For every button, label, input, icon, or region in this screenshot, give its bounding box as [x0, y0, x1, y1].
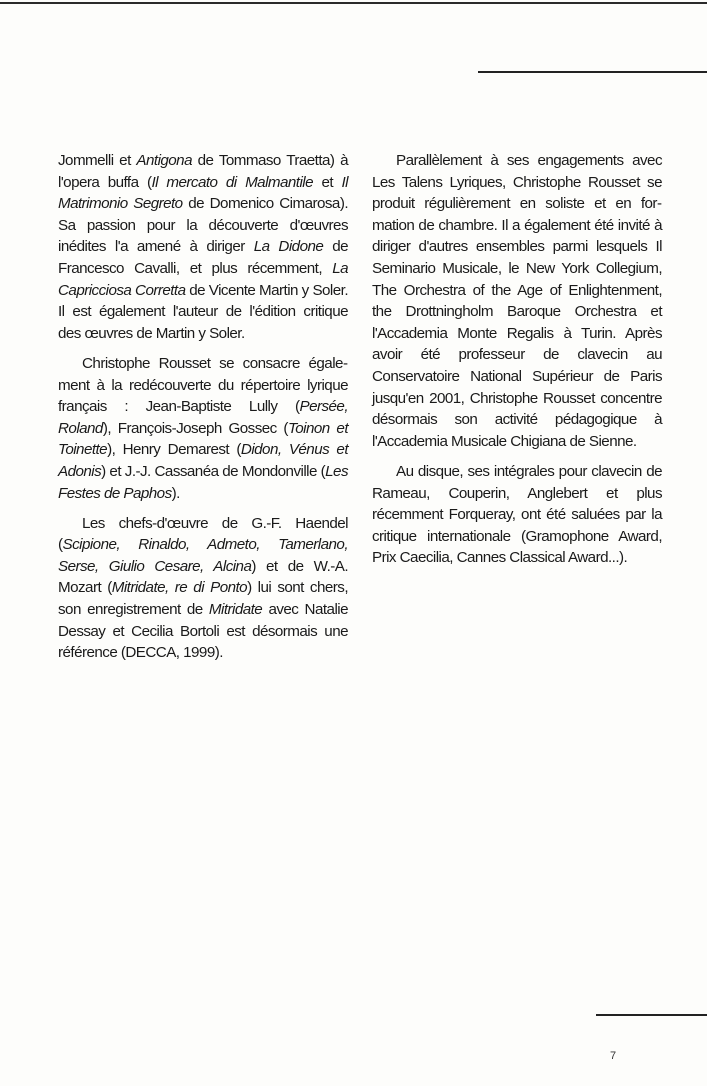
text-run: avec Natalie Dessay et Cecilia Bortoli est désormais une référence (DECCA, 1999).	[58, 601, 348, 662]
italic-title: Il mercato di Malmantile	[151, 173, 314, 191]
italic-title: Toinon et Toinette	[58, 419, 348, 459]
italic-title: La Capricciosa Corretta	[58, 259, 348, 299]
text-run: Au disque, ses intégrales pour clavecin de Rameau, Couperin, Anglebert et plus récemment Forqueray, ont été saluées par la critique internationale (Gramophone Award, Prix Caecilia, Cannes Classical Award...).	[372, 462, 662, 567]
paragraph	[58, 353, 348, 504]
text-run: ) et de W.-A. Mozart (	[58, 557, 348, 597]
italic-title: Il Matrimonio Segreto	[58, 173, 349, 213]
text-run: ), Henry Demarest (	[107, 441, 241, 459]
text-run: ).	[171, 484, 180, 502]
italic-title: La Didone	[253, 238, 324, 256]
italic-title: Persée, Roland	[58, 398, 348, 437]
text-run: de Francesco Cavalli, et plus récemment,	[58, 238, 349, 277]
text-run: de Domenico Cimarosa). Sa passion pour la découverte d'œuvres inédites l'a amené à diriger	[58, 195, 348, 256]
italic-title: Scipione, Rinaldo, Admeto, Tamerlano, Serse, Giulio Cesare, Alcina	[58, 536, 348, 575]
header-rule	[478, 71, 707, 73]
text-run: de Tommaso Traetta) à l'opera buffa (	[58, 152, 348, 191]
left-column	[58, 150, 348, 672]
paragraph	[58, 150, 348, 344]
footer-rule	[596, 1014, 707, 1016]
italic-title: Mitridate, re di Ponto	[111, 579, 248, 597]
text-run: Les chefs-d'œuvre de G.-F. Haendel (	[58, 514, 348, 554]
italic-title: Mitridate	[208, 601, 263, 619]
text-run: Jommelli et	[58, 152, 137, 169]
text-run: et	[313, 173, 342, 191]
text-run: ) lui sont chers, son enregistrement de	[58, 579, 348, 619]
italic-title: Didon, Vénus et Adonis	[58, 441, 349, 480]
text-run: Parallèlement à ses engagements avec Les Talens Lyriques, Christophe Rousset se produit régulièrement en soliste et en formation de chambre. Il a également été invité à diriger d'autres ensembles parmi lesquels Il Seminario Musicale, le New York Collegium, The Orchestra of the Age of Enlightenment, the Drottningholm Baroque Orchestra et l'Accademia Monte Regalis à Turin. Après avoir été professeur de clavecin au Conservatoire National Supérieur de Paris jusqu'en 2001, Christophe Rousset concentre désormais son activité pédagogique à l'Accademia Musicale Chigiana de Sienne.	[372, 152, 662, 450]
italic-title: Les Festes de Paphos	[58, 462, 348, 502]
italic-title: Antigona	[136, 152, 192, 169]
text-run: ) et J.-J. Cassanéa de Mondonville (	[101, 462, 326, 480]
text-run: Christophe Rousset se consacre également à la redécouverte du répertoire lyrique français : Jean-Baptiste Lully (	[58, 354, 348, 416]
page-number: 7	[610, 1050, 617, 1062]
paragraph	[372, 461, 662, 569]
right-column	[372, 150, 662, 577]
top-edge-line	[0, 2, 707, 4]
paragraph	[372, 150, 662, 452]
paragraph	[58, 513, 348, 664]
text-run: de Vicente Martin y Soler. Il est également l'auteur de l'édition critique des œuvres de Martin y Soler.	[58, 281, 348, 342]
text-run: ), François-Joseph Gossec (	[102, 419, 288, 437]
